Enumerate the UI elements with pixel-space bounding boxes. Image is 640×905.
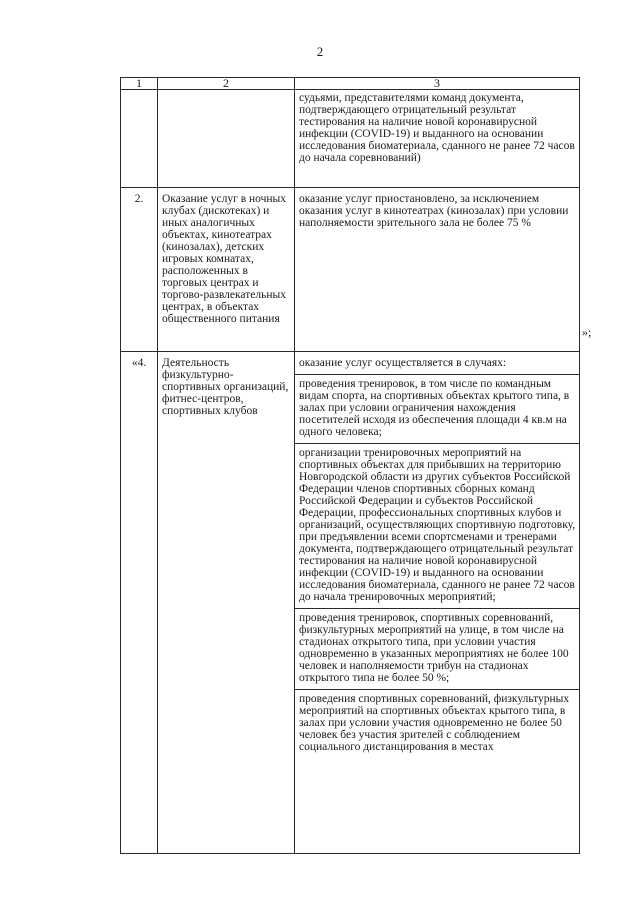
table-row bbox=[121, 352, 580, 854]
column-header-number: 1 bbox=[121, 78, 158, 90]
condition-text: оказание услуг осуществляется в случаях: bbox=[299, 357, 507, 369]
condition-text: судьями, представителями команд документа, подтверждающего отрицательный результат тестирования на наличие новой коронавирусной инфекции (COVID-19) и выданного на основании исследования биоматериала, сданного не ранее 72 часов до начала соревнований) bbox=[299, 92, 575, 164]
condition-text: организации тренировочных мероприятий на спортивных объектах для прибывших на территорию Новгородской области из других субъектов Российской Федерации членов спортивных сборных команд Российской Федерации и субъектов Российской Федерации, профессиональных спортивных клубов и организаций, осуществляющих спортивную подготовку, при предъявлении всеми спортсменами и тренерами документа, подтверждающего отрицательный результат тестирования на наличие новой коронавирусной инфекции (COVID-19) и выданного на основании исследования биоматериала, сданного не ранее 72 часов до начала тренировочных мероприятий; bbox=[295, 443, 579, 603]
table-row bbox=[121, 90, 580, 188]
table-header-row bbox=[121, 78, 580, 90]
page-number: 2 bbox=[316, 44, 324, 59]
conditions-cell bbox=[295, 90, 580, 188]
activity-name: Деятельность физкультурно-спортивных организаций, фитнес-центров, спортивных клубов bbox=[158, 352, 295, 854]
table-row bbox=[121, 188, 580, 352]
row-number: 2. bbox=[121, 188, 158, 352]
activity-name: Оказание услуг в ночных клубах (дискотеках) и иных аналогичных объектах, кинотеатрах (кинозалах), детских игровых комнатах, расположенных в торговых центрах и торгово-развлекательных центрах, в объектах общественного питания bbox=[158, 188, 295, 352]
regulation-table bbox=[120, 77, 580, 854]
condition-text: проведения тренировок, спортивных соревнований, физкультурных мероприятий на улице, в том числе на стадионах открытого типа, при условии участия одновременно в указанных мероприятиях не более 100 человек и наполняемости трибун на стадионах открытого типа не более 50 %; bbox=[295, 608, 579, 684]
conditions-cell bbox=[295, 188, 580, 352]
condition-text: проведения спортивных соревнований, физкультурных мероприятий на спортивных объектах крытого типа, в залах при условии участия одновременно не более 50 человек без участия зрителей с соблюдением социального дистанцирования в местах bbox=[295, 689, 579, 753]
row-number: «4. bbox=[121, 352, 158, 854]
condition-text: проведения тренировок, в том числе по командным видам спорта, на спортивных объектах крытого типа, в залах при условии ограничения нахождения посетителей исходя из обеспечения площади 4 кв.м на одного человека; bbox=[295, 374, 579, 438]
activity-name bbox=[158, 90, 295, 188]
column-header-conditions: 3 bbox=[295, 78, 580, 90]
conditions-cell bbox=[295, 352, 580, 854]
closing-quote-mark: »; bbox=[582, 325, 592, 339]
column-header-activity: 2 bbox=[158, 78, 295, 90]
row-number bbox=[121, 90, 158, 188]
condition-text: оказание услуг приостановлено, за исключением оказания услуг в кинотеатрах (кинозалах) при условии наполняемости зрительного зала не более 75 % bbox=[299, 193, 569, 229]
